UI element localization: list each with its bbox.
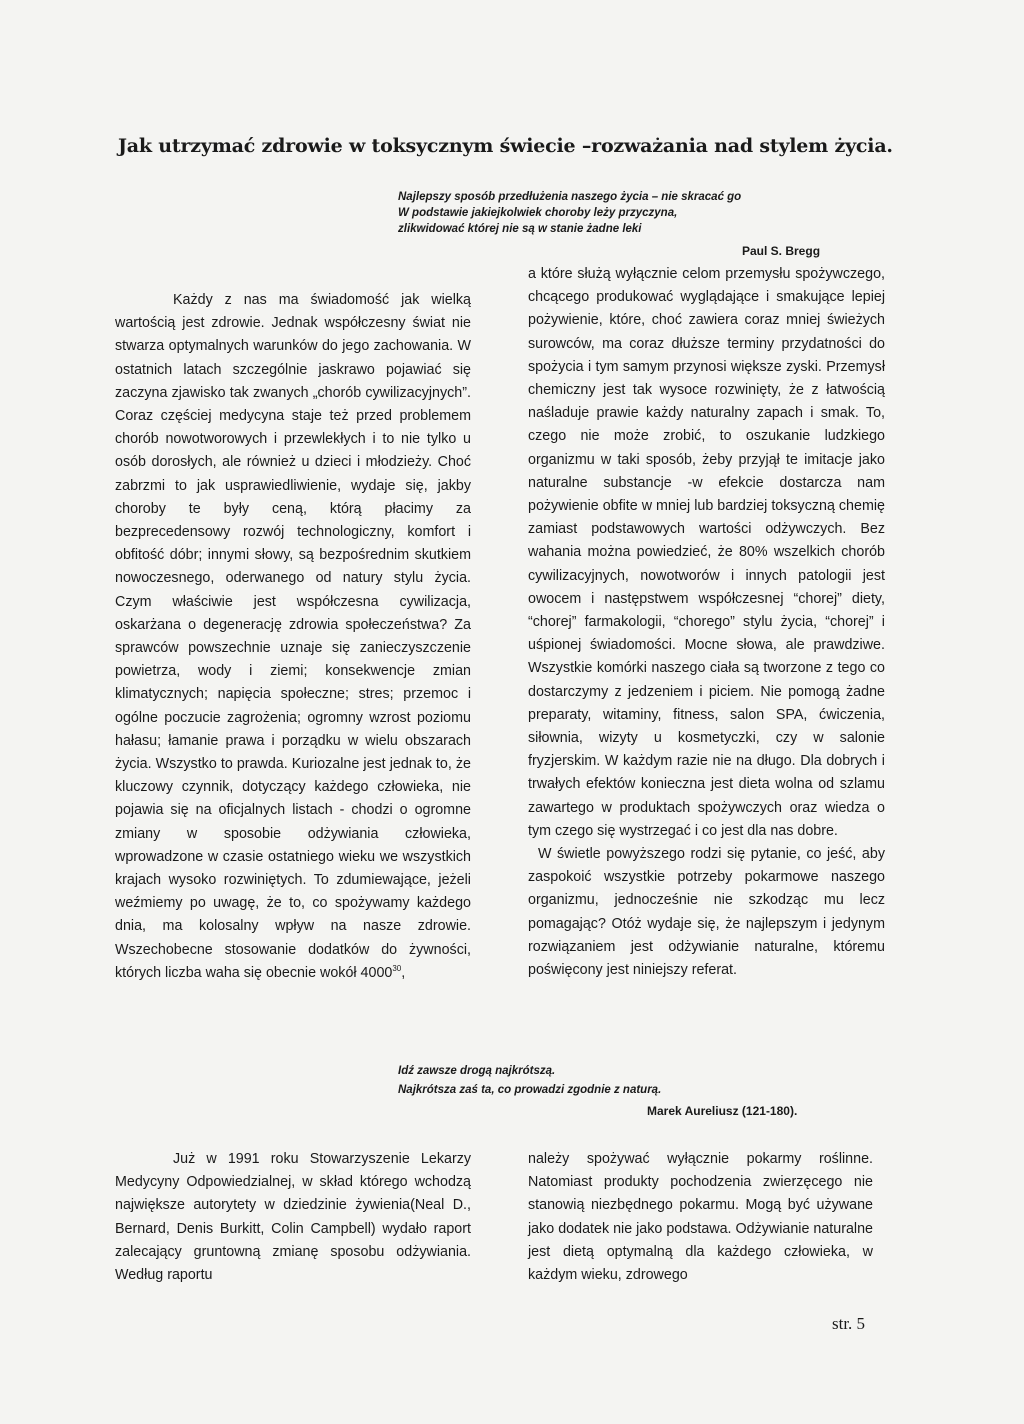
- page-number: str. 5: [832, 1314, 866, 1333]
- motto-line: W podstawie jakiejkolwiek choroby leży przyczyna,: [398, 207, 678, 219]
- motto-quote-1: [398, 189, 741, 237]
- paragraph: należy spożywać wyłącznie pokarmy roślinne. Natomiast produkty pochodzenia zwierzęcego nie stanowią niezbędnego pokarmu. Mogą być używane jako dodatek nie jako podstawa. Odżywianie naturalne jest dietą optymalną dla każdego człowieka, w każdym wieku, zdrowego: [528, 1151, 873, 1284]
- motto-author-1: Paul S. Bregg: [742, 244, 821, 258]
- motto-line: Najkrótsza zaś ta, co prowadzi zgodnie z naturą.: [398, 1084, 662, 1096]
- motto-line: Idź zawsze drogą najkrótszą.: [398, 1065, 556, 1077]
- paragraph-tail: ,: [401, 964, 406, 981]
- motto-line: zlikwidować której nie są w stanie żadne leki: [398, 223, 642, 235]
- right-column-1: [528, 263, 885, 982]
- left-column-2: [115, 1148, 471, 1287]
- paragraph: W świetle powyższego rodzi się pytanie, co jeść, aby zaspokoić wszystkie potrzeby pokarmowe naszego organizmu, jednocześnie nie szkodząc mu lecz pomagając? Otóż wydaje się, że najlepszym i jedynym rozwiązaniem jest odżywianie naturalne, któremu poświęcony jest niniejszy referat.: [528, 846, 885, 979]
- paragraph-text: Każdy z nas ma świadomość jak wielką wartością jest zdrowie. Jednak współczesny świat nie stwarza optymalnych warunków do jego zachowania. W ostatnich latach szczególnie jaskrawo pojawiać się zaczyna zjawisko tak zwanych „chorób cywilizacyjnych”. Coraz częściej medycyna staje też przed problemem chorób nowotworowych i przewlekłych i to nie tylko u osób dorosłych, ale również u dzieci i młodzieży. Choć zabrzmi to jak usprawiedliwienie, wydaje się, jakby choroby te były ceną, którą płacimy za bezprecedensowy rozwój technologiczny, komfort i obfitość dóbr; innymi słowy, są bezpośrednim skutkiem nowoczesnego, oderwanego od natury stylu życia. Czym właściwie jest współczesna cywilizacja, oskarżana o degenerację zdrowia społeczeństwa? Za sprawców powszechnie uznaje się zanieczyszczenie powietrza, wody i ziemi; konsekwencje zmian klimatycznych; napięcia społeczne; stres; przemoc i ogólne poczucie zagrożenia; ogromny wzrost poziomu hałasu; łamanie prawa i porządku w wielu obszarach życia. Wszystko to prawda. Kuriozalne jest jednak to, że kluczowy czynnik, dotyczący każdego człowieka, nie pojawia się na oficjalnych listach - chodzi o ogromne zmiany w sposobie odżywiania człowieka, wprowadzone w czasie ostatniego wieku we wszystkich krajach wysoko rozwiniętych. To zdumiewające, jeżeli weźmiemy po uwagę, że to, co spożywamy każdego dnia, ma kolosalny wpływ na nasze zdrowie. Wszechobecne stosowanie dodatków do żywności, których liczba waha się obecnie wokół 4000: [115, 292, 471, 981]
- right-column-2: [528, 1148, 873, 1287]
- motto-line: Najlepszy sposób przedłużenia naszego życia – nie skracać go: [398, 191, 742, 203]
- motto-quote-2: [398, 1062, 661, 1100]
- paragraph: Już w 1991 roku Stowarzyszenie Lekarzy Medycyny Odpowiedzialnej, w skład którego wchodzą największe autorytety w dziedzinie żywienia(Neal D., Bernard, Denis Burkitt, Colin Campbell) wydało raport zalecający gruntowną zmianę sposobu odżywiania. Według raportu: [115, 1151, 471, 1284]
- paragraph: a które służą wyłącznie celom przemysłu spożywczego, chcącego produkować wyglądające i smakujące lepiej pożywienie, które, choć zawiera coraz mniej świeżych surowców, ma coraz dłuższe terminy przydatności do spożycia i tym samym przynosi większe zyski. Przemysł chemiczny jest tak wysoce rozwinięty, że z łatwością naśladuje prawie każdy naturalny zapach i smak. To, czego nie może zrobić, to oszukanie ludzkiego organizmu w taki sposób, żeby przyjął te imitacje jako naturalne substancje -w efekcie dostarcza nam pożywienie obfite w mniej lub bardziej toksyczną chemię zamiast podstawowych wartości odżywczych. Bez wahania można powiedzieć, że 80% wszelkich chorób cywilizacyjnych, nowotworów i innych patologii jest owocem i następstwem współczesnej “chorej” diety, “chorej” farmakologii, “chorego” stylu życia, “chorej” i uśpionej świadomości. Mocne słowa, ale prawdziwe. Wszystkie komórki naszego ciała są tworzone z tego co dostarczymy z jedzeniem i piciem. Nie pomogą żadne preparaty, witaminy, fitness, salon SPA, ćwiczenia, siłownia, wizyty u kosmetyczki, czy w salonie fryzjerskim. W każdym razie nie na długo. Dla dobrych i trwałych efektów konieczna jest dieta wolna od szlamu zawartego w produktach spożywczych oraz wiedza o tym czego się wystrzegać i co jest dla nas dobre.: [528, 266, 885, 839]
- article-title: Jak utrzymać zdrowie w toksycznym świecie –rozważania nad stylem życia.: [118, 135, 893, 157]
- paragraph: [115, 289, 471, 985]
- motto-author-2: Marek Aureliusz (121-180).: [647, 1104, 798, 1118]
- left-column-1: [115, 289, 471, 985]
- footnote-ref: 30: [392, 964, 402, 974]
